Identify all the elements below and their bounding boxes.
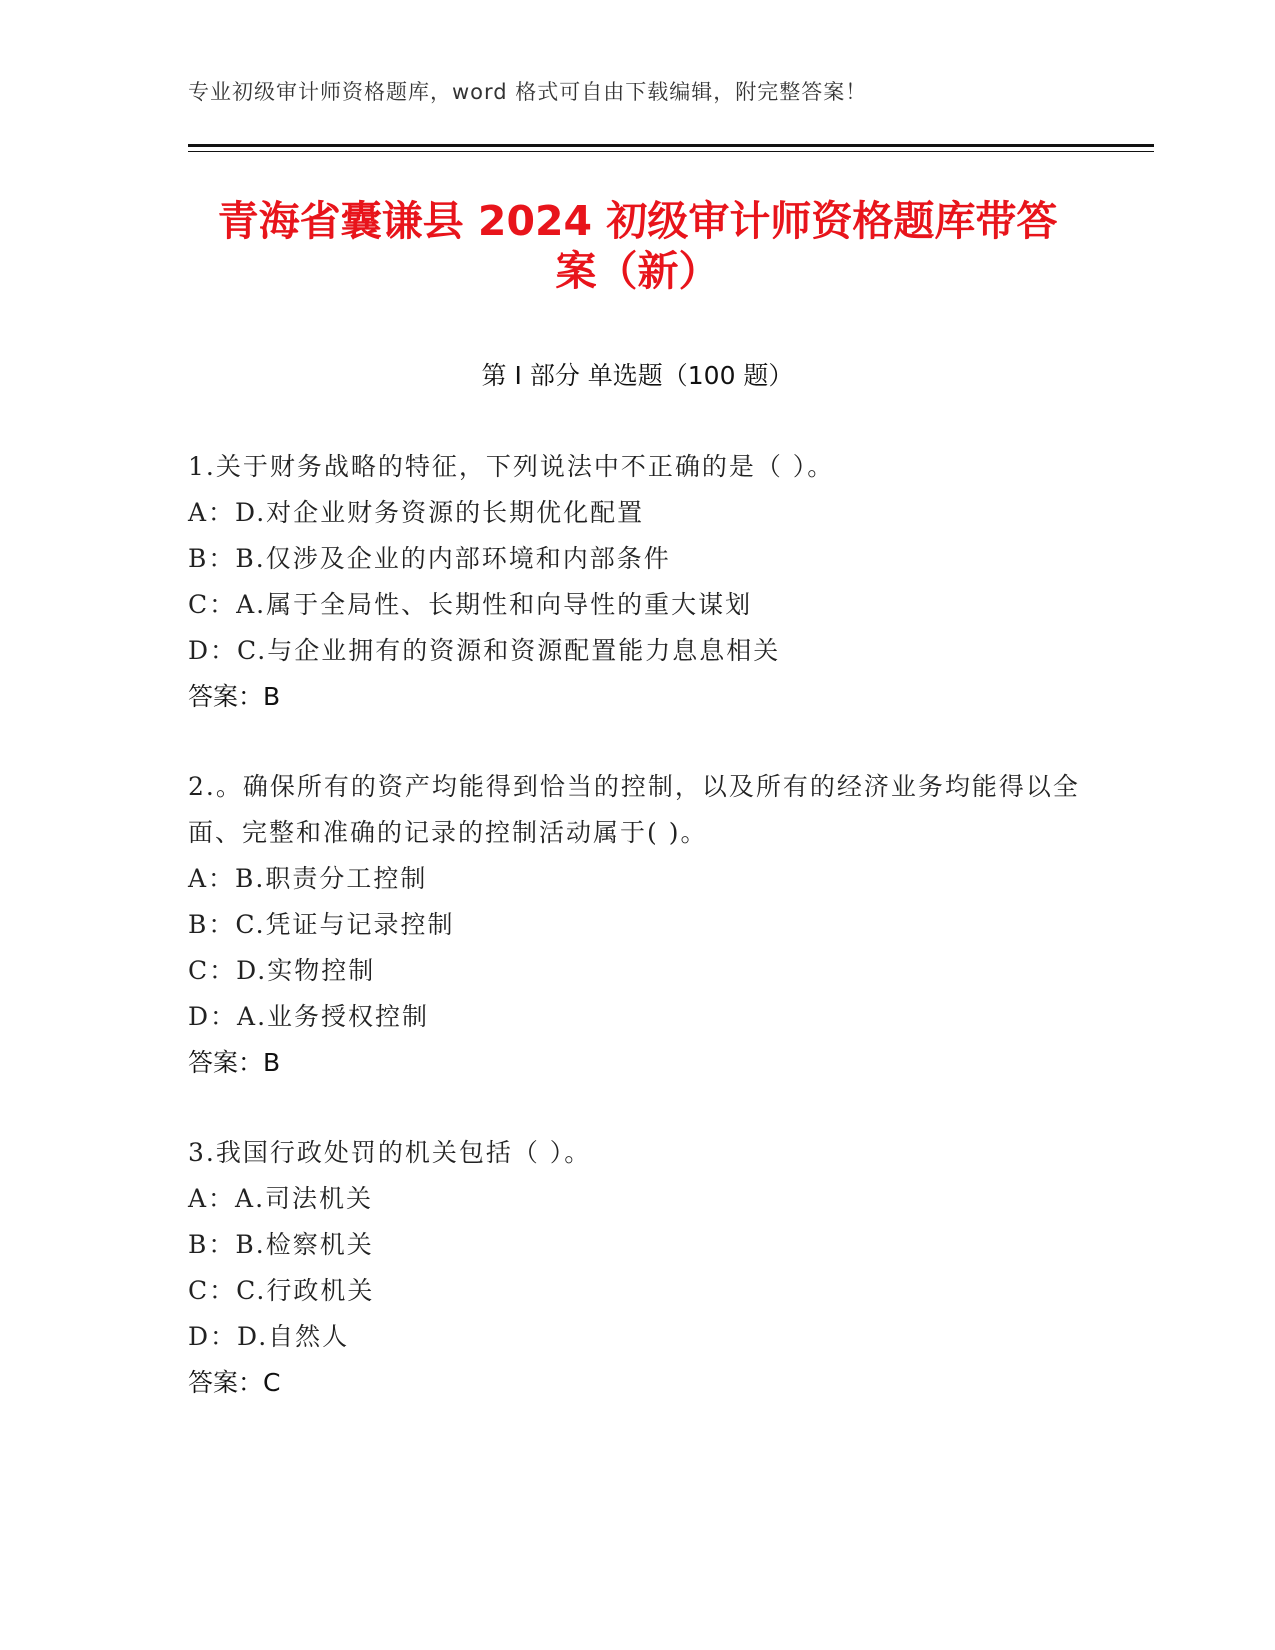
answer: 答案：B (188, 682, 281, 711)
option-c: C：A.属于全局性、长期性和向导性的重大谋划 (188, 590, 753, 619)
question-text: 2.。确保所有的资产均能得到恰当的控制，以及所有的经济业务均能得以全面、完整和准确的记录的控制活动属于( )。 (188, 772, 1080, 847)
question-2 (188, 764, 1088, 1086)
document-title (150, 196, 1125, 296)
option-a: A：B.职责分工控制 (188, 864, 428, 893)
option-a: A：A.司法机关 (188, 1184, 374, 1213)
option-c: C：D.实物控制 (188, 956, 376, 985)
header-rule-thick (188, 144, 1154, 147)
option-b: B：B.仅涉及企业的内部环境和内部条件 (188, 544, 671, 573)
section-title: 第 I 部分 单选题（100 题） (481, 361, 794, 390)
question-3 (188, 1130, 1088, 1406)
question-text: 3.我国行政处罚的机关包括（ ）。 (188, 1138, 592, 1167)
document-title-line-1: 青海省囊谦县 2024 初级审计师资格题库带答 (217, 197, 1058, 245)
document-title-line-2: 案（新） (555, 247, 720, 295)
question-1 (188, 444, 1088, 720)
header-note: 专业初级审计师资格题库，word 格式可自由下载编辑，附完整答案！ (188, 80, 868, 104)
option-b: B：C.凭证与记录控制 (188, 910, 455, 939)
answer: 答案：B (188, 1048, 281, 1077)
option-d: D：C.与企业拥有的资源和资源配置能力息息相关 (188, 636, 781, 665)
option-d: D：A.业务授权控制 (188, 1002, 430, 1031)
question-list (188, 444, 1088, 1450)
header-rule-thin (188, 151, 1154, 152)
option-c: C：C.行政机关 (188, 1276, 375, 1305)
option-b: B：B.检察机关 (188, 1230, 374, 1259)
question-text: 1.关于财务战略的特征，下列说法中不正确的是（ ）。 (188, 452, 835, 481)
option-a: A：D.对企业财务资源的长期优化配置 (188, 498, 645, 527)
option-d: D：D.自然人 (188, 1322, 350, 1351)
answer: 答案：C (188, 1368, 281, 1397)
